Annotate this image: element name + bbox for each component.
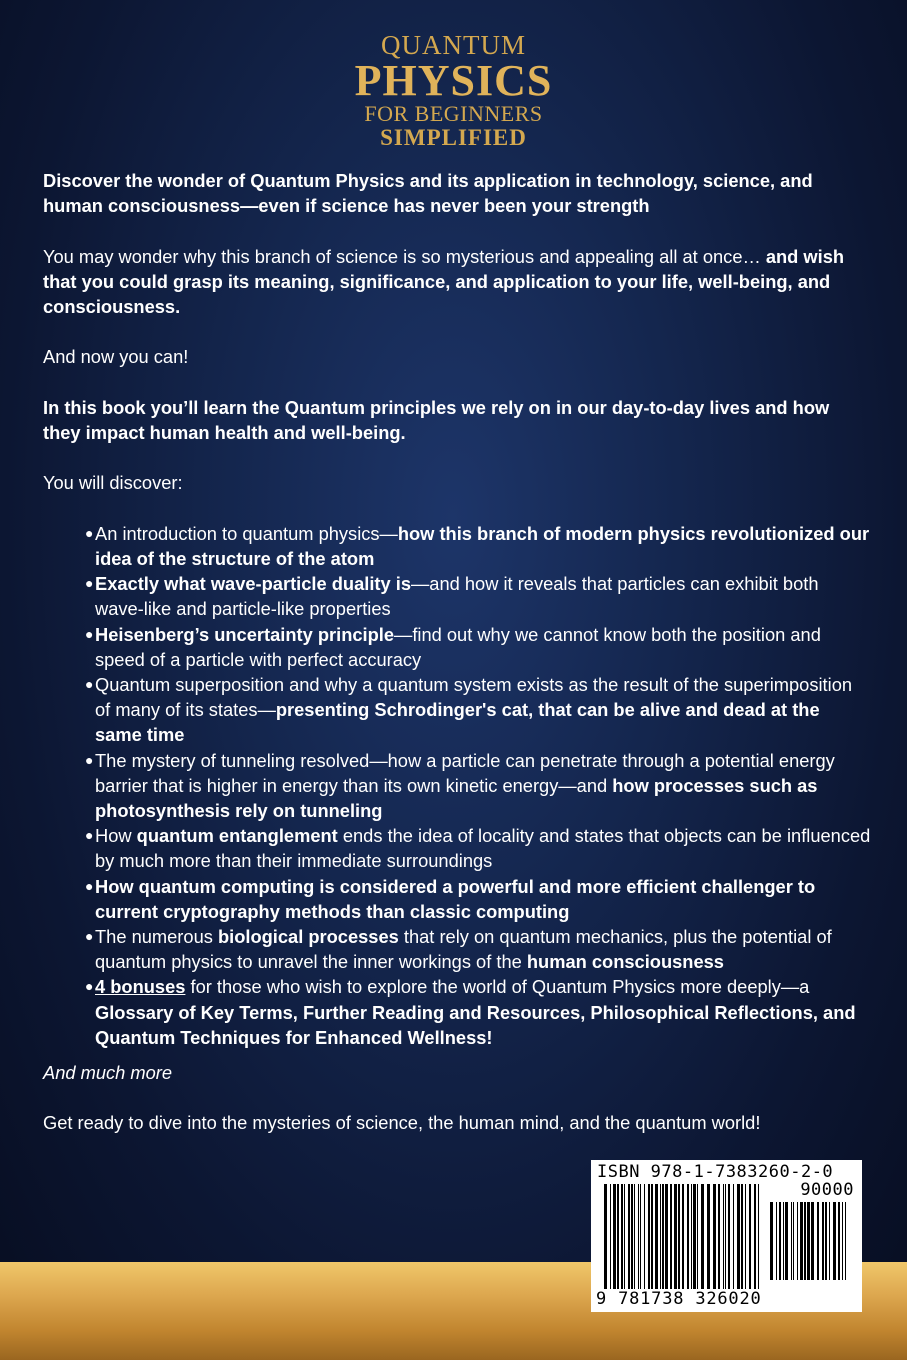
barcode-bar [697, 1184, 698, 1289]
intro-paragraph: You may wonder why this branch of science is so mysterious and appealing all at once… and wish that you could grasp its meaning, significance, and application to your life, well-being, and consciousness. [43, 245, 845, 317]
barcode-bar [793, 1202, 794, 1280]
closing-line: Get ready to dive into the mysteries of science, the human mind, and the quantum world! [43, 1112, 761, 1134]
barcode-bar [707, 1184, 710, 1289]
barcode-bar [785, 1202, 788, 1280]
list-item: ● 4 bonuses for those who wish to explore the world of Quantum Physics more deeply—a Glossary of Key Terms, Further Reading and Resources, Philosophical Reflections, and Quantum Techniques for Enhanced Wellness! [87, 974, 871, 1050]
barcode-bar [825, 1202, 827, 1280]
list-item: ● Exactly what wave-particle duality is—and how it reveals that particles can exhibit both wave-like and particle-like properties [87, 571, 871, 621]
barcode-bar [728, 1184, 730, 1289]
barcode-bar [791, 1202, 792, 1280]
list-item: ● Heisenberg’s uncertainty principle—find out why we cannot know both the position and speed of a particle with perfect accuracy [87, 622, 871, 672]
barcode-bar [617, 1184, 619, 1289]
barcode-bar [604, 1184, 607, 1289]
list-item: ● How quantum computing is considered a powerful and more efficient challenger to current cryptography methods than classic computing [87, 874, 871, 924]
barcode-bar [638, 1184, 639, 1289]
barcode-bar [829, 1202, 830, 1280]
barcode-bar [811, 1202, 814, 1280]
bonuses-link-text: 4 bonuses [95, 976, 186, 998]
back-cover-copy [43, 168, 871, 1161]
barcode-bar [693, 1184, 696, 1289]
list-item: ● How quantum entanglement ends the idea of locality and states that objects can be influenced by much more than their immediate surroundings [87, 823, 871, 873]
barcode-bar [745, 1184, 746, 1289]
cover-title [0, 30, 907, 150]
barcode-bar [779, 1202, 781, 1280]
barcode-bar [797, 1202, 798, 1280]
barcode-bar [754, 1184, 756, 1289]
barcode-bar [749, 1184, 751, 1289]
barcode-bar [725, 1184, 726, 1289]
and-much-more: And much more [43, 1062, 173, 1084]
title-line-quantum: QUANTUM [381, 30, 526, 60]
and-now-you-can: And now you can! [43, 346, 189, 368]
barcode-bar [804, 1202, 806, 1280]
barcode-bar [634, 1184, 635, 1289]
price-bars [769, 1202, 851, 1280]
barcode-bar [678, 1184, 680, 1289]
barcode-bar [628, 1184, 630, 1289]
list-item: ● Quantum superposition and why a quantum system exists as the result of the superimposition of many of its states—presenting Schrodinger's cat, that can be alive and dead at the same time [87, 672, 871, 748]
barcode-bar [665, 1184, 668, 1289]
barcode-bar [776, 1202, 777, 1280]
barcode-bar [644, 1184, 645, 1289]
intro-headline: Discover the wonder of Quantum Physics and its application in technology, science, and human consciousness—even if science has never been your strength [43, 170, 813, 217]
barcode-bar [807, 1202, 810, 1280]
barcode-bar [682, 1184, 684, 1289]
price-code: 90000 [800, 1180, 854, 1200]
barcode-bar [713, 1184, 716, 1289]
barcode-bar [758, 1184, 759, 1289]
discover-label: You will discover: [43, 472, 183, 494]
ean-digits: 9 781738 326020 [596, 1289, 762, 1309]
barcode-bar [822, 1202, 824, 1280]
barcode-bar [621, 1184, 623, 1289]
barcode-bar [817, 1202, 819, 1280]
barcode-bar [631, 1184, 633, 1289]
list-item: ● The mystery of tunneling resolved—how a particle can penetrate through a potential energy barrier that is higher in energy than its own kinetic energy—and how processes such as photosynthesis rely on tunneling [87, 748, 871, 824]
ean-bars [603, 1184, 763, 1289]
barcode-bar [660, 1184, 661, 1289]
list-item: ● The numerous biological processes that rely on quantum mechanics, plus the potential of quantum physics to unravel the inner workings of the human consciousness [87, 924, 871, 974]
barcode-bar [640, 1184, 641, 1289]
barcode-bar [800, 1202, 803, 1280]
title-line-for-beginners: FOR BEGINNERS [364, 101, 543, 126]
barcode-bar [687, 1184, 689, 1289]
isbn-number: ISBN 978-1-7383260-2-0 [597, 1162, 834, 1182]
barcode-bar [845, 1202, 846, 1280]
isbn-barcode [591, 1160, 862, 1312]
barcode-bar [842, 1202, 843, 1280]
list-item: ● An introduction to quantum physics—how this branch of modern physics revolutionized our idea of the structure of the atom [87, 521, 871, 571]
barcode-bar [733, 1184, 734, 1289]
barcode-bar [651, 1184, 653, 1289]
barcode-bar [624, 1184, 625, 1289]
barcode-bar [648, 1184, 650, 1289]
barcode-bar [613, 1184, 616, 1289]
learn-paragraph: In this book you’ll learn the Quantum principles we rely on in our day-to-day lives and how they impact human health and well-being. [43, 396, 830, 443]
barcode-bar [833, 1202, 836, 1280]
title-line-physics: PHYSICS [354, 56, 553, 105]
barcode-bar [701, 1184, 704, 1289]
barcode-bar [655, 1184, 658, 1289]
barcode-bar [691, 1184, 692, 1289]
barcode-bar [741, 1184, 743, 1289]
barcode-bar [770, 1202, 773, 1280]
barcode-bar [737, 1184, 740, 1289]
barcode-bar [718, 1184, 720, 1289]
barcode-bar [662, 1184, 664, 1289]
barcode-bar [674, 1184, 677, 1289]
barcode-bar [838, 1202, 840, 1280]
title-line-simplified: SIMPLIFIED [380, 125, 527, 150]
barcode-bar [783, 1202, 784, 1280]
barcode-bar [723, 1184, 724, 1289]
discover-list [43, 521, 871, 1050]
barcode-bar [610, 1184, 611, 1289]
barcode-bar [670, 1184, 672, 1289]
